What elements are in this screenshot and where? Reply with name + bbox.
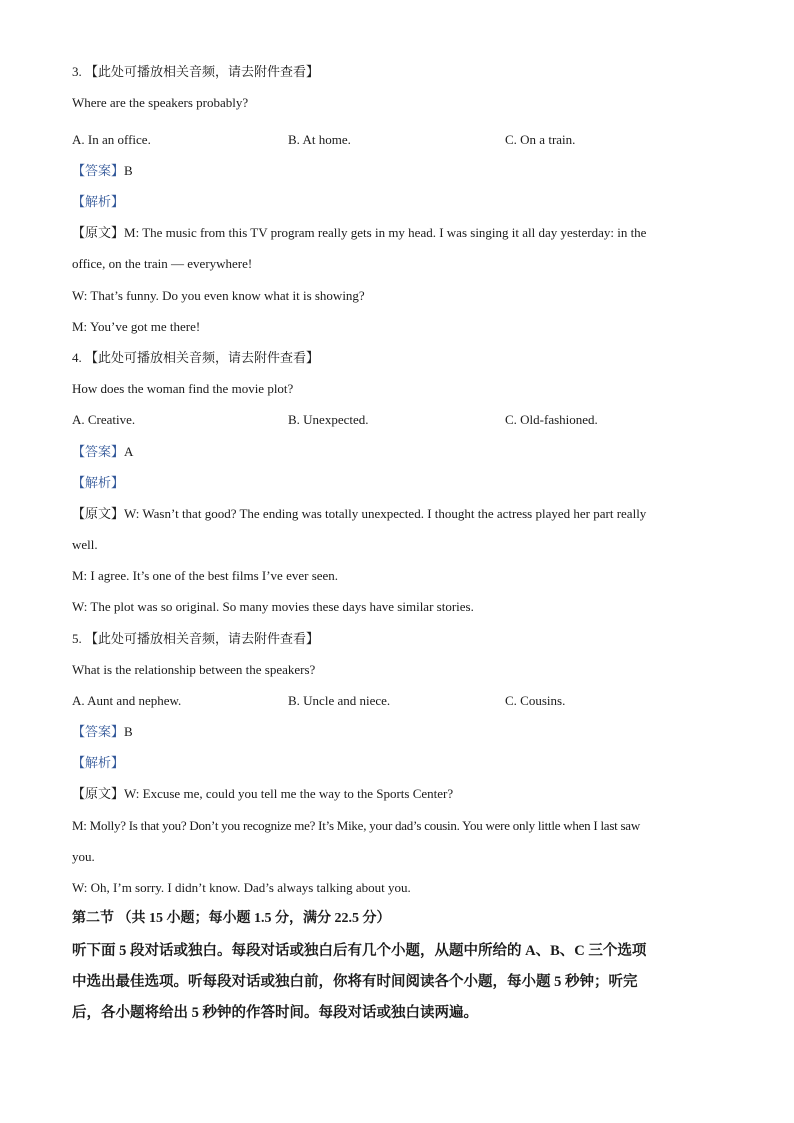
q5-original-line-2: M: Molly? Is that you? Don’t you recognize me? It’s Mike, your dad’s cousin. You were only little when I last saw: [72, 818, 640, 833]
q4-original-line-3: M: I agree. It’s one of the best films I’ve ever seen.: [72, 568, 339, 583]
q5-header: 5. 【此处可播放相关音频，请去附件查看】: [72, 631, 320, 646]
q4-analysis-tag: 【解析】: [72, 475, 125, 490]
q3-original-line-3: W: That’s funny. Do you even know what it is showing?: [72, 288, 365, 303]
q4-answer-tag: 【答案】: [72, 444, 125, 459]
section2-title: 第二节 （共 15 小题；每小题 1.5 分，满分 22.5 分）: [72, 911, 391, 926]
q4-header: 4. 【此处可播放相关音频，请去附件查看】: [72, 350, 320, 365]
section2-instruction-1: 听下面 5 段对话或独白。每段对话或独白后有几个小题，从题中所给的 A、B、C 三个选项: [72, 943, 647, 959]
q3-answer-value: B: [124, 163, 133, 178]
q4-original-line-2: well.: [72, 537, 98, 552]
q4-option-a: A. Creative.: [72, 412, 136, 427]
q3-header: 3. 【此处可播放相关音频，请去附件查看】: [72, 64, 320, 79]
q4-answer-value: A: [124, 444, 134, 459]
q3-option-b: B. At home.: [288, 132, 351, 147]
q4-original-text-1: W: Wasn’t that good? The ending was totally unexpected. I thought the actress played her part really: [124, 506, 647, 521]
q5-original-tag: 【原文】: [72, 786, 125, 801]
q3-option-c: C. On a train.: [505, 132, 576, 147]
q4-original-tag: 【原文】: [72, 506, 125, 521]
q4-original-line-1: [72, 504, 646, 524]
q3-original-text-1: M: The music from this TV program really gets in my head. I was singing it all day yesterday: in the: [124, 225, 647, 240]
q5-original-text-1: W: Excuse me, could you tell me the way to the Sports Center?: [124, 786, 454, 801]
q4-original-line-4: W: The plot was so original. So many movies these days have similar stories.: [72, 599, 474, 614]
q3-original-line-4: M: You’ve got me there!: [72, 319, 201, 334]
q4-options: [72, 410, 732, 430]
q5-original-line-3: you.: [72, 849, 95, 864]
q3-question: Where are the speakers probably?: [72, 95, 249, 110]
q5-question: What is the relationship between the speakers?: [72, 662, 316, 677]
q5-option-b: B. Uncle and niece.: [288, 693, 391, 708]
q3-analysis-tag: 【解析】: [72, 194, 125, 209]
q5-answer: [72, 722, 133, 742]
q5-options: [72, 691, 732, 711]
q4-option-b: B. Unexpected.: [288, 412, 369, 427]
q3-answer-tag: 【答案】: [72, 163, 125, 178]
q3-options: [72, 130, 732, 150]
q4-option-c: C. Old-fashioned.: [505, 412, 598, 427]
q5-answer-value: B: [124, 724, 133, 739]
q5-analysis-tag: 【解析】: [72, 755, 125, 770]
q4-answer: [72, 442, 133, 462]
q4-question: How does the woman find the movie plot?: [72, 381, 294, 396]
section2-instruction-3: 后，各小题将给出 5 秒钟的作答时间。每段对话或独白读两遍。: [72, 1005, 478, 1021]
q5-answer-tag: 【答案】: [72, 724, 125, 739]
q5-option-a: A. Aunt and nephew.: [72, 693, 182, 708]
q3-original-line-2: office, on the train — everywhere!: [72, 256, 253, 271]
q3-original-line-1: [72, 223, 646, 243]
q3-answer: [72, 161, 133, 181]
q3-original-tag: 【原文】: [72, 225, 125, 240]
q3-option-a: A. In an office.: [72, 132, 151, 147]
section2-instruction-2: 中选出最佳选项。听每段对话或独白前，你将有时间阅读各个小题，每小题 5 秒钟；听完: [72, 974, 638, 990]
q5-original-line-1: [72, 784, 453, 804]
q5-original-line-4: W: Oh, I’m sorry. I didn’t know. Dad’s always talking about you.: [72, 880, 411, 895]
q5-option-c: C. Cousins.: [505, 693, 566, 708]
